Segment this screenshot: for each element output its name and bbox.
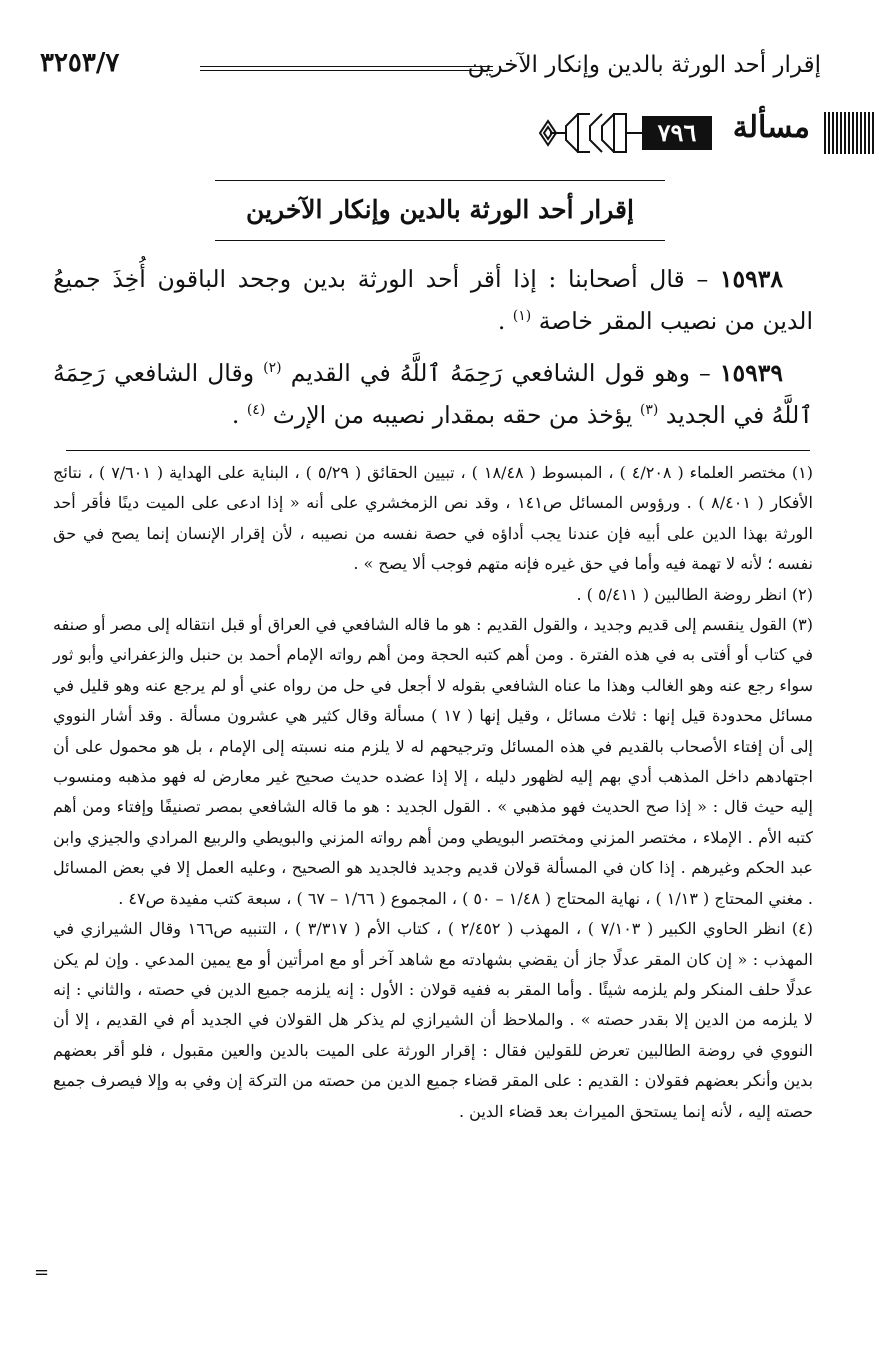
paragraph: [53, 258, 813, 342]
paragraph: [53, 352, 813, 436]
paragraph-text: – قال أصحابنا : إذا أقر أحد الورثة بدين وجحد الباقون أُخِذَ جميعُ الدين من نصيب المقر خاصة: [53, 265, 813, 335]
geometric-ornament-icon: [530, 108, 642, 158]
running-title: إقرار أحد الورثة بالدين وإنكار الآخرين: [467, 52, 821, 78]
header-double-rule: [200, 66, 493, 71]
main-text: [53, 258, 813, 446]
masala-banner: [530, 108, 879, 158]
footnote-separator: [66, 450, 810, 451]
title-bottom-rule: [215, 240, 665, 241]
paragraph-end: .: [231, 401, 247, 429]
footnote-ref[interactable]: (١): [512, 308, 532, 325]
striped-ornament: [824, 112, 876, 154]
footnote: (٣) القول ينقسم إلى قديم وجديد ، والقول القديم : هو ما قاله الشافعي في العراق أو قبل انتقاله إلى مصر أو صنفه في كتاب أو أفتى به في هذه الفترة . ومن أهم كتبه الحجة ومن أهم رواته الإمام أحمد بن حنبل والزعفراني وأبو ثور سواء رجع عنه وهو الغالب وهذا ما عناه الشافعي بقوله لا أجعل في حل من رواه عني أو لم يرجع عنه وهو قليل في مسائل محدودة قيل إنها : ثلاث مسائل ، وقيل إنها ( ١٧ ) مسألة وقال كثير هي عشرون مسألة . وقد أشار النووي إلى أن إفتاء الأصحاب بالقديم في هذه المسائل وترجيحهم له لا يلزم منه نسبته إلى الإمام ، بل هو محمول على أن اجتهادهم داخل المذهب أدي بهم إليه لظهور دليله ، إلا إذا عضده حديث صحيح غير معارض له فهو مذهبه ومنسوب إليه حيث قال : « إذا صح الحديث فهو مذهبي » . القول الجديد : هو ما قاله الشافعي بمصر تصنيفًا وإفتاء ومن أهم كتبه الأم . الإملاء ، مختصر المزني ومختصر البويطي ومن أهم رواته المزني والبويطي والربيع المرادي والجيزي وابن عبد الحكم وغيرهم . إذا كان في المسألة قولان قديم وجديد فالجديد هو الصحيح ، وعليه العمل إلا في بعض المسائل . مغني المحتاج ( ١/١٣ ) ، نهاية المحتاج ( ١/٤٨ – ٥٠ ) ، المجموع ( ١/٦٦ – ٦٧ ) ، سبعة كتب مفيدة ص٤٧ .: [53, 615, 814, 908]
footnote-ref[interactable]: (٢): [263, 360, 282, 377]
chapter-title: إقرار أحد الورثة بالدين وإنكار الآخرين: [246, 195, 634, 224]
paragraph-text: وقال الشافعي رَحِمَهُ ٱللَّهُ في الجديد: [53, 359, 813, 429]
footnote: (١) مختصر العلماء ( ٤/٢٠٨ ) ، المبسوط ( ١٨/٤٨ ) ، تبيين الحقائق ( ٥/٢٩ ) ، البناية على الهداية ( ٧/٦٠١ ) ، نتائج الأفكار ( ٨/٤٠١ ) . ورؤوس المسائل ص١٤١ ، وقد نص الزمخشري على أنه « إذا ادعى على الميت دينًا فأقر أحد الورثة بهذا الدين على أبيه فإن عندنا يجب أداؤه في حصة نفسه من نصيبه ، لأن إقرار الإنسان إنما يصح في حق نفسه ؛ لأنه لا تهمة فيه وأما في حق غيره فإنه متهم فوجب ألا يصح » .: [53, 463, 814, 574]
continuation-mark: =: [34, 1262, 50, 1283]
masala-label: مسألة: [732, 110, 810, 145]
paragraph-end: .: [497, 307, 513, 335]
footnote-ref[interactable]: (٣): [639, 402, 659, 419]
footnote: (٢) انظر روضة الطالبين ( ٥/٤١١ ) .: [576, 584, 813, 604]
running-header: [40, 44, 821, 88]
footnotes: [53, 458, 813, 1127]
footnote-ref[interactable]: (٤): [246, 402, 266, 419]
paragraph-number: ١٥٩٣٩: [719, 359, 783, 387]
paragraph-text: – وهو قول الشافعي رَحِمَهُ ٱللَّهُ في القديم: [290, 359, 720, 387]
footnote: (٤) انظر الحاوي الكبير ( ٧/١٠٣ ) ، المهذب ( ٢/٤٥٢ ) ، كتاب الأم ( ٣/٣١٧ ) ، التنبيه ص١٦٦ وقال الشيرازي في المهذب : « إن كان المقر عدلًا جاز أن يقضي بشهادته مع شاهد آخر أو مع امرأتين أو مع يمين المدعي . وإن لم يكن عدلًا حلف المنكر ولم يلزمه شيئًا . وأما المقر به ففيه قولان : الأول : إنه يلزمه جميع الدين في حصته ، والثاني : إنه لا يلزمه من الدين إلا بقدر حصته » . والملاحظ أن الشيرازي لم يذكر هل القولان في الجديد أم في القديم ، إلا أن النووي في روضة الطالبين تعرض للقولين فقال : إقرار الورثة على الميت بالدين والعين مقبول ، فلو أقر بعضهم بدين وأنكر بعضهم فقولان : القديم : على المقر قضاء جميع الدين من حصته من التركة إن وفي به وإلا فيصرف جميع حصته إليه ، لأنه إنما يستحق الميراث بعد قضاء الدين .: [53, 919, 814, 1121]
masala-number: ٧٩٦: [642, 116, 712, 150]
paragraph-number: ١٥٩٣٨: [719, 265, 783, 293]
title-top-rule: [215, 180, 665, 181]
paragraph-text: يؤخذ من حقه بمقدار نصيبه من الإرث: [272, 401, 640, 429]
page-reference: ٣٢٥٣/٧: [40, 48, 120, 78]
